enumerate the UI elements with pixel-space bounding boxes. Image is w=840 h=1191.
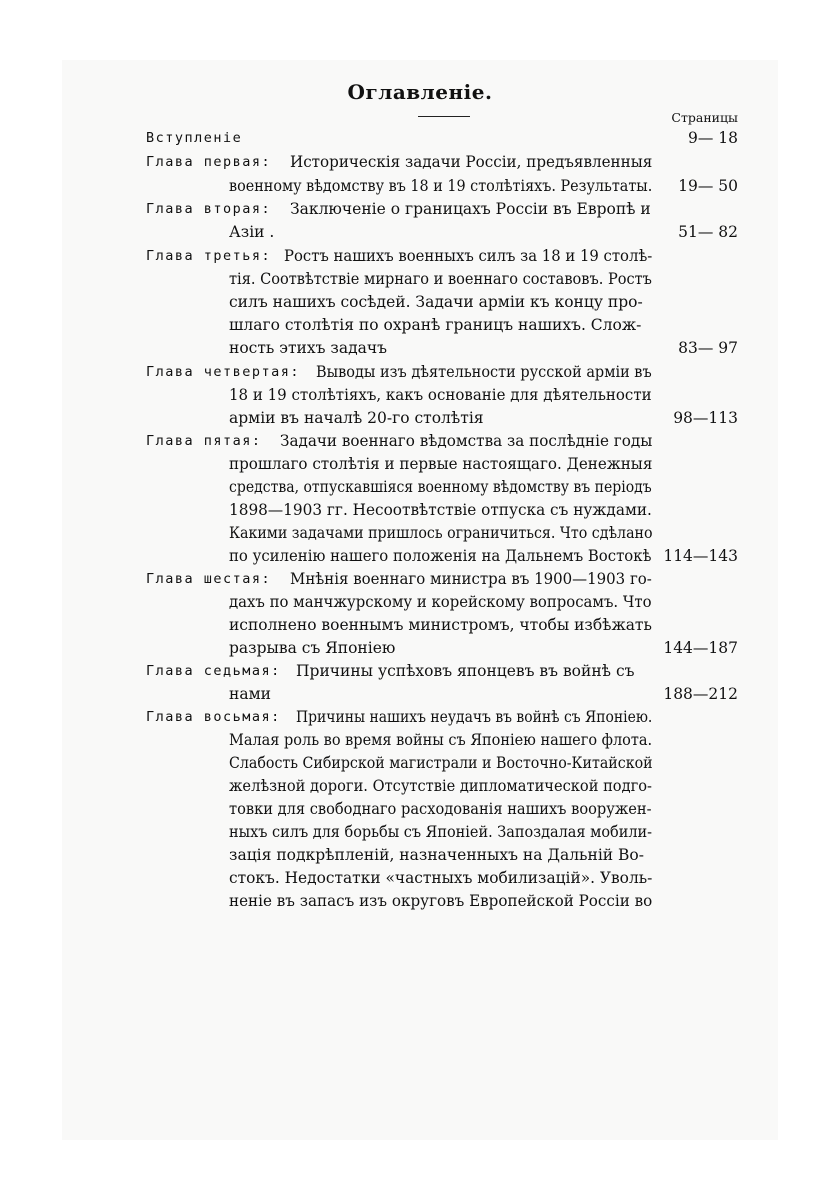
toc-entry-line: Причины успѣховъ японцевъ въ войнѣ съ xyxy=(296,662,635,680)
toc-entry-line: арміи въ началѣ 20-го столѣтія xyxy=(229,409,484,427)
toc-entry-pages: 51— 82 xyxy=(678,223,738,241)
toc-entry-line: ныхъ силъ для борьбы съ Японіей. Запоздалая мобили- xyxy=(229,823,653,841)
toc-entry-line: ность этихъ задачъ xyxy=(229,339,387,357)
toc-entry-line: Заключеніе о границахъ Россіи въ Европѣ и xyxy=(290,200,651,218)
toc-entry-label: Глава четвертая: xyxy=(146,364,301,380)
toc-entry-pages: 9— 18 xyxy=(687,129,738,147)
toc-entry-line: средства, отпускавшіяся военному вѣдомству въ періодъ xyxy=(229,478,652,496)
toc-entry-line: желѣзной дороги. Отсутствіе дипломатической подго- xyxy=(229,777,652,795)
toc-entry-label: Глава восьмая: xyxy=(146,709,281,725)
toc-entry-line: Азіи . xyxy=(229,223,275,241)
toc-entry-line: дахъ по манчжурскому и корейскому вопросамъ. Что xyxy=(229,593,652,611)
toc-entry-label: Глава пятая: xyxy=(146,433,262,449)
toc-entry-line: шлаго столѣтія по охранѣ границъ нашихъ. Слож- xyxy=(229,316,642,334)
toc-entry-line: Историческія задачи Россіи, предъявленныя xyxy=(290,153,653,171)
toc-entry-line: товки для свободнаго расходованія нашихъ вооружен- xyxy=(229,800,652,818)
toc-entry-line: Выводы изъ дѣятельности русской арміи въ xyxy=(316,363,652,381)
toc-entry-line: нами xyxy=(229,685,271,703)
toc-entry-line: разрыва съ Японіею xyxy=(229,639,396,657)
toc-entry-line: Малая роль во время войны съ Японіею нашего флота. xyxy=(229,731,653,749)
toc-entry-pages: 19— 50 xyxy=(678,177,738,195)
toc-entry-label: Глава вторая: xyxy=(146,201,272,217)
toc-entry-line: зація подкрѣпленій, назначенныхъ на Дальній Во- xyxy=(229,846,644,864)
toc-entry-label: Глава третья: xyxy=(146,248,272,264)
toc-entry-line: Какими задачами пришлось ограничиться. Что сдѣлано xyxy=(229,524,653,542)
toc-entry-line: Задачи военнаго вѣдомства за послѣдніе годы xyxy=(280,432,653,450)
toc-entry-line: Мнѣнія военнаго министра въ 1900—1903 го- xyxy=(290,570,652,588)
toc-entry-line: по усиленію нашего положенія на Дальнемъ Востокѣ xyxy=(229,547,652,565)
toc-entry-line: 1898—1903 гг. Несоотвѣтствіе отпуска съ нуждами. xyxy=(229,501,652,519)
toc-entry-line: тія. Соотвѣтствіе мирнаго и военнаго составовъ. Ростъ xyxy=(229,270,652,288)
toc-entry-line: военному вѣдомству въ 18 и 19 столѣтіяхъ. Результаты. xyxy=(229,177,653,195)
title-rule xyxy=(418,116,470,117)
page-title: Оглавленіе. xyxy=(347,80,493,104)
toc-entry-line: Слабость Сибирской магистрали и Восточно-Китайской xyxy=(229,754,653,772)
toc-entry-pages: 83— 97 xyxy=(678,339,738,357)
toc-entry-line: силъ нашихъ сосѣдей. Задачи арміи къ концу про- xyxy=(229,293,643,311)
toc-entry-line: неніе въ запасъ изъ округовъ Европейской Россіи во xyxy=(229,892,653,910)
toc-entry-label: Глава первая: xyxy=(146,154,272,170)
toc-entry-pages: 98—113 xyxy=(673,409,738,427)
toc-entry-line: Ростъ нашихъ военныхъ силъ за 18 и 19 столѣ- xyxy=(284,247,653,265)
toc-entry-pages: 144—187 xyxy=(663,639,738,657)
pages-column-header: Страницы xyxy=(671,110,738,125)
toc-entry-label: Вступленіе xyxy=(146,130,243,146)
toc-entry-line: стокъ. Недостатки «частныхъ мобилизацій». Уволь- xyxy=(229,869,653,887)
toc-entry-pages: 114—143 xyxy=(663,547,738,565)
toc-entry-line: исполнено военнымъ министромъ, чтобы избѣжать xyxy=(229,616,652,634)
toc-entry-line: 18 и 19 столѣтіяхъ, какъ основаніе для дѣятельности xyxy=(229,386,652,404)
toc-entry-label: Глава седьмая: xyxy=(146,663,281,679)
toc-entry-label: Глава шестая: xyxy=(146,571,272,587)
toc-entry-line: прошлаго столѣтія и первые настоящаго. Денежныя xyxy=(229,455,653,473)
toc-entry-line: Причины нашихъ неудачъ въ войнѣ съ Японіею. xyxy=(296,708,653,726)
toc-entry-pages: 188—212 xyxy=(663,685,738,703)
